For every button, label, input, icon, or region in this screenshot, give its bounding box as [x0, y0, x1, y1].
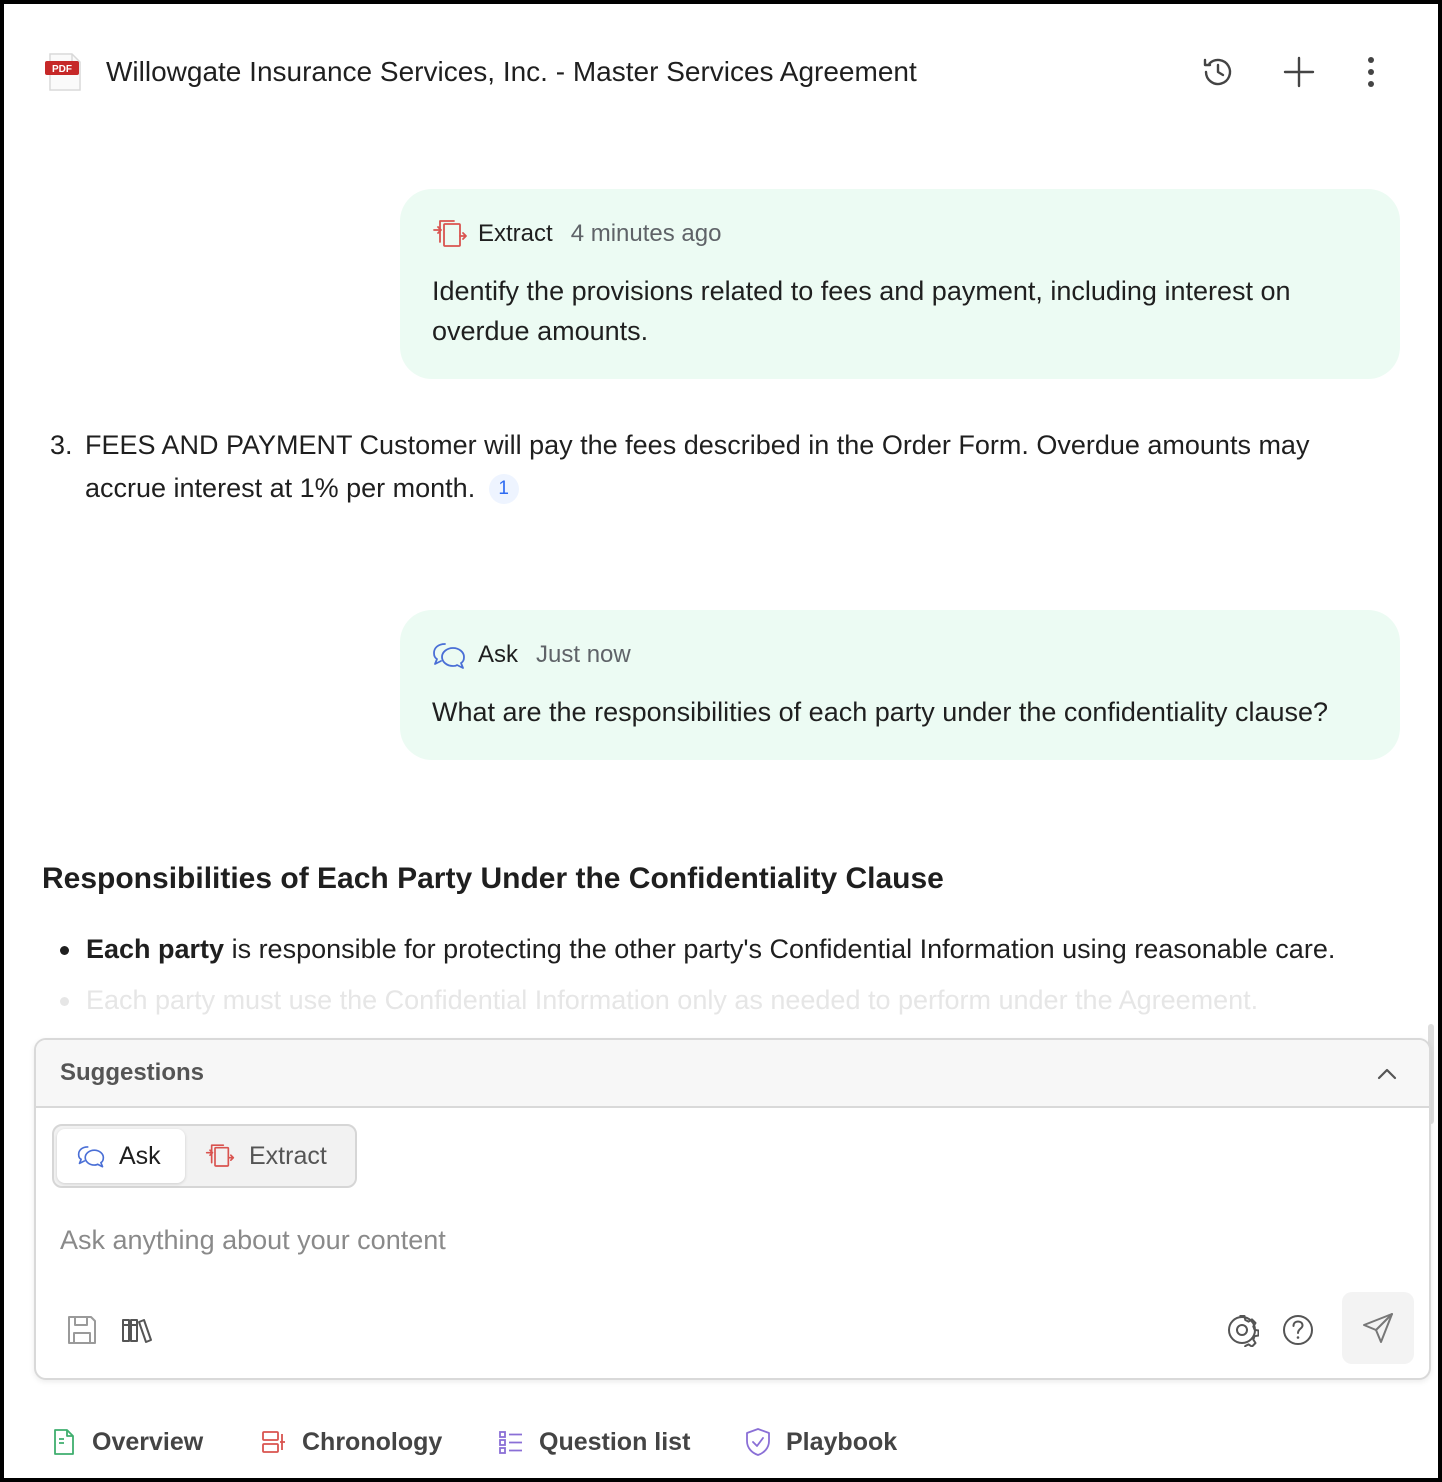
settings-button[interactable] — [1222, 1310, 1262, 1350]
conversation-thread[interactable] — [4, 140, 1438, 1040]
list-item — [42, 928, 1412, 971]
bullet-text: is responsible for protecting the other party's Confidential Information using reasonable care. — [224, 934, 1336, 964]
pdf-file-icon — [44, 52, 84, 92]
chevron-up-icon[interactable] — [1373, 1060, 1401, 1088]
save-prompt-button[interactable] — [62, 1310, 102, 1350]
suggestions-label: Suggestions — [60, 1059, 205, 1086]
message-text: What are the responsibilities of each party under the confidentiality clause? — [432, 697, 1329, 727]
ask-icon — [432, 638, 468, 672]
user-message-ask — [400, 610, 1400, 760]
document-icon — [50, 1427, 78, 1457]
assistant-answer-fees — [50, 424, 1390, 510]
new-chat-button[interactable] — [1279, 52, 1319, 92]
nav-playbook[interactable] — [744, 1422, 897, 1462]
nav-chronology[interactable] — [260, 1422, 442, 1462]
nav-label: Playbook — [786, 1427, 898, 1456]
prompt-library-button[interactable] — [118, 1310, 158, 1350]
message-type: Ask — [478, 641, 519, 668]
history-icon — [1201, 55, 1235, 89]
extract-icon — [432, 217, 468, 251]
message-type: Extract — [478, 220, 553, 247]
nav-label: Overview — [92, 1427, 204, 1456]
library-icon — [121, 1315, 155, 1345]
more-vertical-icon — [1366, 55, 1376, 89]
answer-bullet-list — [42, 928, 1412, 1030]
message-header — [432, 217, 1368, 251]
pdf-badge-text: PDF — [52, 64, 72, 75]
nav-question-list[interactable] — [497, 1422, 690, 1462]
help-button[interactable] — [1278, 1310, 1318, 1350]
shield-check-icon — [744, 1427, 772, 1457]
nav-label: Chronology — [302, 1427, 443, 1456]
plus-icon — [1282, 55, 1316, 89]
list-number: 3. — [50, 430, 73, 460]
send-button[interactable] — [1342, 1292, 1414, 1364]
message-text: Identify the provisions related to fees and payment, including interest on overdue amounts. — [432, 276, 1291, 346]
bottom-nav — [4, 1414, 1438, 1470]
nav-label: Question list — [539, 1427, 691, 1456]
header — [4, 4, 1438, 140]
bullet-text: Each party must use the Confidential Information only as needed to perform under the Agreement. — [86, 985, 1259, 1015]
save-icon — [65, 1313, 99, 1347]
send-icon — [1361, 1311, 1395, 1345]
list-item — [42, 979, 1412, 1022]
composer-panel — [34, 1038, 1431, 1380]
mode-switch — [52, 1124, 357, 1188]
message-time: 4 minutes ago — [570, 220, 722, 247]
prompt-input[interactable] — [60, 1220, 1060, 1260]
timeline-icon — [260, 1427, 288, 1457]
user-message-extract — [400, 189, 1400, 379]
gear-icon — [1225, 1313, 1259, 1347]
mode-label: Extract — [249, 1141, 327, 1170]
message-header — [432, 638, 1368, 672]
citation-badge[interactable]: 1 — [489, 474, 519, 504]
document-title: Willowgate Insurance Services, Inc. - Master Services Agreement — [106, 56, 917, 87]
message-time: Just now — [536, 641, 631, 668]
mode-label: Ask — [119, 1141, 161, 1170]
ask-mode-button[interactable] — [57, 1129, 185, 1183]
history-button[interactable] — [1198, 52, 1238, 92]
suggestions-bar[interactable] — [36, 1040, 1429, 1108]
answer-heading: Responsibilities of Each Party Under the Confidentiality Clause — [42, 862, 944, 895]
more-options-button[interactable] — [1351, 52, 1391, 92]
bold-text: Each party — [86, 934, 225, 964]
list-icon — [497, 1427, 525, 1457]
ask-icon — [77, 1143, 105, 1169]
extract-icon — [205, 1142, 235, 1170]
extract-mode-button[interactable] — [185, 1129, 347, 1183]
answer-text: FEES AND PAYMENT Customer will pay the fees described in the Order Form. Overdue amounts may accrue interest at 1% per month. — [85, 430, 1310, 503]
nav-overview[interactable] — [50, 1422, 203, 1462]
help-icon — [1281, 1313, 1315, 1347]
